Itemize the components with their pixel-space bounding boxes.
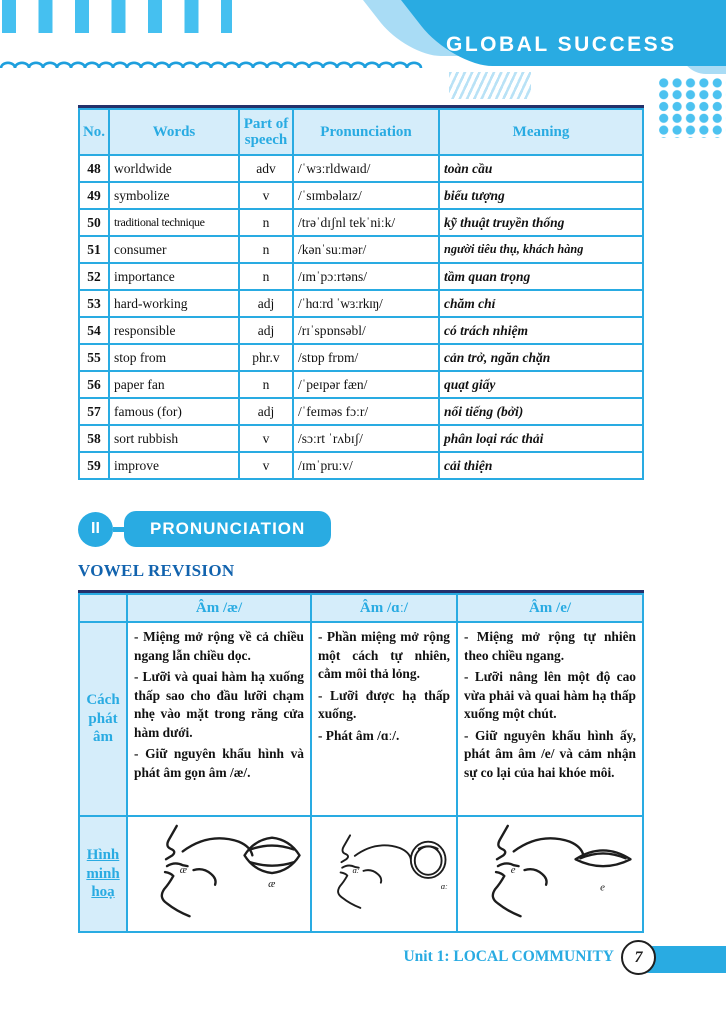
row-label-cach-phat-am: Cách phát âm [79, 622, 127, 816]
guide-point: - Phần miệng mở rộng một cách tự nhiên, cằm môi thả lỏng. [318, 629, 450, 681]
cell-no: 52 [79, 263, 109, 290]
cell-meaning: có trách nhiệm [439, 317, 643, 344]
col-header-meaning: Meaning [439, 109, 643, 155]
face-profile-diagram-e [459, 820, 641, 928]
cell-pos: n [239, 263, 293, 290]
guide-cell-ae [127, 622, 311, 816]
cell-pron: /trəˈdɪʃnl tekˈniːk/ [293, 209, 439, 236]
cell-pron: /ˈsɪmbəlaɪz/ [293, 182, 439, 209]
mouth-diagram-e [457, 816, 643, 932]
guide-cell-e [457, 622, 643, 816]
guide-point: - Phát âm /ɑː/. [318, 727, 400, 743]
guide-point: - Lưỡi nâng lên một độ cao vừa phải và quai hàm hạ thấp xuống một chút. [464, 669, 636, 721]
table-row [79, 263, 643, 290]
vowel-header-row [79, 594, 643, 622]
cell-pos: n [239, 209, 293, 236]
svg-text:ɑː: ɑː [440, 880, 448, 891]
page-number-badge: 7 [621, 940, 656, 975]
cell-no: 48 [79, 155, 109, 182]
table-row [79, 452, 643, 479]
table-row [79, 290, 643, 317]
cell-word: symbolize [109, 182, 239, 209]
cell-no: 50 [79, 209, 109, 236]
lip-shape-aa [411, 842, 448, 891]
cell-pron: /ˈfeɪməs fɔːr/ [293, 398, 439, 425]
section-badge [78, 511, 331, 547]
col-header-aa: Âm /ɑː/ [311, 594, 457, 622]
mouth-diagram-aa [311, 816, 457, 932]
cell-meaning: cải thiện [439, 452, 643, 479]
table-row [79, 425, 643, 452]
guide-cell-aa [311, 622, 457, 816]
section-number-badge: II [78, 512, 113, 547]
table-row [79, 371, 643, 398]
face-profile-diagram-aa [313, 820, 455, 928]
cell-pron: /kənˈsuːmər/ [293, 236, 439, 263]
cell-pos: adj [239, 398, 293, 425]
vocab-table [78, 105, 644, 480]
section-title: PRONUNCIATION [124, 511, 331, 547]
cell-pos: v [239, 182, 293, 209]
cell-no: 55 [79, 344, 109, 371]
cell-meaning: chăm chỉ [439, 290, 643, 317]
row-label-hinh-minh-hoa: Hình minh hoạ [79, 816, 127, 932]
corner-cell [79, 594, 127, 622]
cell-word: consumer [109, 236, 239, 263]
cell-word: famous (for) [109, 398, 239, 425]
col-header-e: Âm /e/ [457, 594, 643, 622]
brand-title: GLOBAL SUCCESS [446, 33, 677, 56]
cell-meaning: biểu tượng [439, 182, 643, 209]
cell-pron: /sɔːrt ˈrʌbɪʃ/ [293, 425, 439, 452]
vocab-header-row [79, 109, 643, 155]
col-header-pronunciation: Pronunciation [293, 109, 439, 155]
cell-no: 58 [79, 425, 109, 452]
col-header-no: No. [79, 109, 109, 155]
cell-no: 51 [79, 236, 109, 263]
vowel-table [78, 590, 644, 933]
svg-text:ɑː: ɑː [352, 865, 360, 876]
cell-pos: adv [239, 155, 293, 182]
cell-no: 49 [79, 182, 109, 209]
header-stripes-decoration [2, 0, 232, 33]
table-row [79, 155, 643, 182]
dot-grid-decoration [657, 77, 726, 138]
svg-text:æ: æ [268, 877, 276, 890]
mouth-diagram-ae [127, 816, 311, 932]
cell-word: paper fan [109, 371, 239, 398]
cell-word: worldwide [109, 155, 239, 182]
cell-pron: /stɒp frɒm/ [293, 344, 439, 371]
pronunciation-guide-row [79, 622, 643, 816]
cell-pron: /ˈpeɪpər fæn/ [293, 371, 439, 398]
lip-shape-e [576, 850, 631, 893]
footer-unit-label: Unit 1: LOCAL COMMUNITY [403, 948, 614, 965]
cell-pos: phr.v [239, 344, 293, 371]
guide-point: - Giữ nguyên khẩu hình và phát âm gọn âm /æ/. [134, 746, 304, 780]
table-row [79, 344, 643, 371]
cell-pos: n [239, 371, 293, 398]
table-row [79, 209, 643, 236]
cell-pos: v [239, 452, 293, 479]
cell-meaning: toàn cầu [439, 155, 643, 182]
col-header-ae: Âm /æ/ [127, 594, 311, 622]
table-row [79, 182, 643, 209]
cell-pos: adj [239, 317, 293, 344]
cell-word: traditional technique [109, 209, 239, 236]
guide-point: - Giữ nguyên khẩu hình ấy, phát âm âm /e/ và cảm nhận sự co lại của hai khóe môi. [464, 727, 636, 780]
subheading-vowel-revision: VOWEL REVISION [78, 561, 235, 580]
cell-word: improve [109, 452, 239, 479]
svg-text:e: e [510, 864, 516, 877]
col-header-words: Words [109, 109, 239, 155]
svg-text:e: e [600, 881, 605, 894]
table-row [79, 236, 643, 263]
guide-point: - Miệng mở rộng tự nhiên theo chiều ngang. [464, 629, 636, 663]
face-profile-diagram-ae [129, 820, 309, 928]
col-header-pos: Part of speech [239, 109, 293, 155]
cell-pron: /rɪˈspɒnsəbl/ [293, 317, 439, 344]
cell-word: stop from [109, 344, 239, 371]
cell-no: 53 [79, 290, 109, 317]
cell-pron: /ˈhɑːrd ˈwɜːrkɪŋ/ [293, 290, 439, 317]
cell-pos: v [239, 425, 293, 452]
cell-pron: /ɪmˈpruːv/ [293, 452, 439, 479]
cell-no: 54 [79, 317, 109, 344]
wave-divider [0, 59, 424, 72]
cell-meaning: nổi tiếng (bởi) [439, 398, 643, 425]
cell-word: hard-working [109, 290, 239, 317]
cell-no: 57 [79, 398, 109, 425]
cell-pron: /ˈwɜːrldwaɪd/ [293, 155, 439, 182]
cell-pos: n [239, 236, 293, 263]
cell-meaning: kỹ thuật truyền thống [439, 209, 643, 236]
cell-word: importance [109, 263, 239, 290]
table-row [79, 317, 643, 344]
guide-point: - Miệng mở rộng về cả chiều ngang lẫn chiều dọc. [134, 629, 304, 663]
cell-meaning: phân loại rác thải [439, 425, 643, 452]
section-badge-connector [113, 527, 124, 532]
svg-text:æ: æ [179, 864, 187, 877]
cell-meaning: quạt giấy [439, 371, 643, 398]
guide-point: - Lưỡi được hạ thấp xuống. [318, 687, 450, 721]
lip-shape-ae [245, 838, 300, 890]
illustration-row [79, 816, 643, 932]
cell-meaning: tầm quan trọng [439, 263, 643, 290]
cell-word: responsible [109, 317, 239, 344]
cell-pos: adj [239, 290, 293, 317]
cell-meaning: người tiêu thụ, khách hàng [439, 236, 643, 263]
guide-point: - Lưỡi và quai hàm hạ xuống thấp sao cho đầu lưỡi chạm nhẹ vào mặt trong răng cửa hàm dưới. [134, 669, 304, 740]
cell-no: 59 [79, 452, 109, 479]
cell-word: sort rubbish [109, 425, 239, 452]
diagonal-hatch-decoration [449, 72, 531, 99]
cell-meaning: cản trở, ngăn chặn [439, 344, 643, 371]
table-row [79, 398, 643, 425]
cell-no: 56 [79, 371, 109, 398]
cell-pron: /ɪmˈpɔːrtəns/ [293, 263, 439, 290]
